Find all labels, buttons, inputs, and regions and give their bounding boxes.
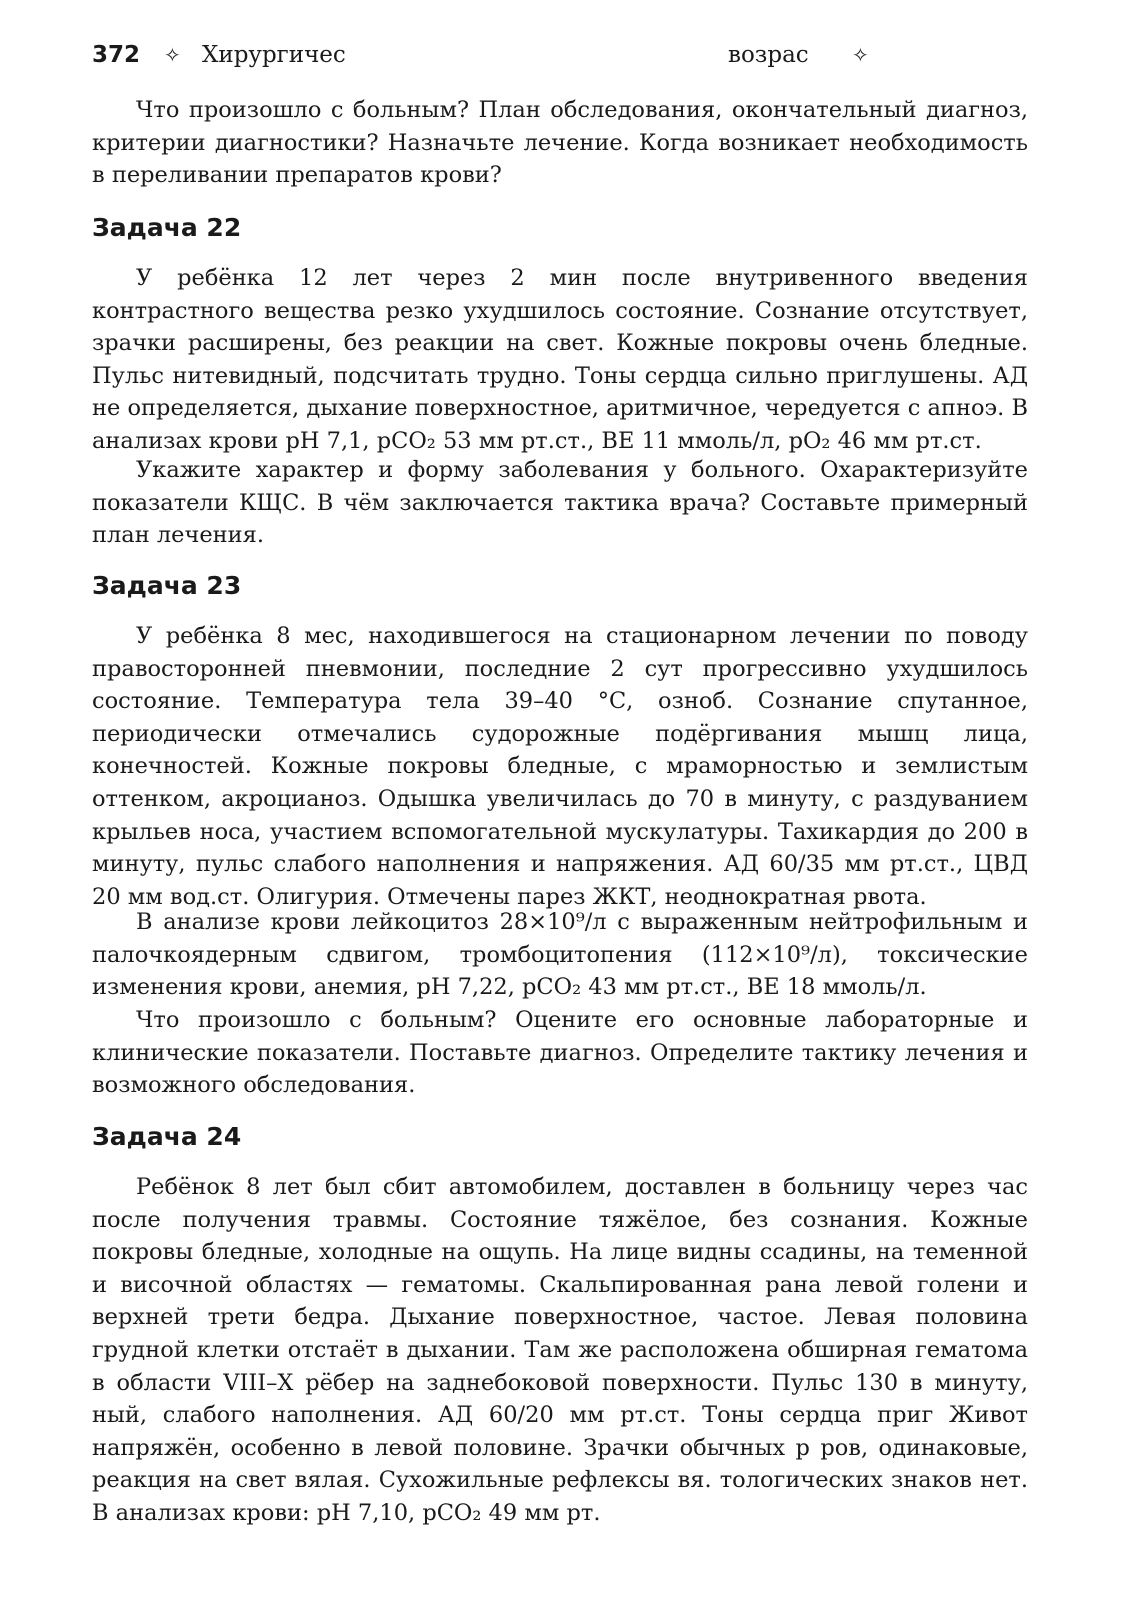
page-number: 372 — [92, 42, 141, 68]
ornament-right-icon: ✧ — [852, 43, 869, 67]
task-24-heading: Задача 24 — [92, 1122, 242, 1151]
task-24-paragraph-1: Ребёнок 8 лет был сбит автомобилем, доставлен в больницу через час после получения травмы. Состояние тяжёлое, без сознания. Кожные покровы бледные, холодные на ощупь. На лице видны ссадины, на теменной и височной областях — гематомы. Скальпированная рана левой голени и верхней трети бедра. Дыхание поверхностное, частое. Левая половина грудной клетки отстаёт в дыхании. Там же расположена обширная гематома в области VIII–X рёбер на заднебоковой поверхности. Пульс 130 в минуту, ный, слабого наполнения. АД 60/20 мм рт.ст. Тоны сердца приг Живот напряжён, особенно в левой половине. Зрачки обычных р ров, одинаковые, реакция на свет вялая. Сухожильные рефлексы вя. тологических знаков нет. В анализах крови: pH 7,10, pCO₂ 49 мм рт. — [92, 1174, 1028, 1526]
task-23-heading: Задача 23 — [92, 571, 242, 600]
task-23-paragraph-1: У ребёнка 8 мес, находившегося на стационарном лечении по поводу правосторонней пневмонии, последние 2 сут прогрессивно ухудшилось состояние. Температура тела 39–40 °С, озноб. Сознание спутанное, периодически отмечались судорожные подёргивания мышц лица, конечностей. Кожные покровы бледные, с мраморностью и землистым оттенком, акроцианоз. Одышка увеличилась до 70 в минуту, с раздуванием крыльев носа, участием вспомогательной мускулатуры. Тахикардия до 200 в минуту, пульс слабого наполнения и напряжения. АД 60/35 мм рт.ст., ЦВД 20 мм вод.ст. Олигурия. Отмечены парез ЖКТ, неоднократная рвота. — [92, 623, 1028, 910]
task-22-paragraph-2: Укажите характер и форму заболевания у больного. Охарактеризуйте показатели КЩС. В чём заключается тактика врача? Составьте примерный план лечения. — [92, 457, 1028, 549]
intro-paragraph: Что произошло с больным? План обследования, окончательный диагноз, критерии диагностики? Назначьте лечение. Когда возникает необходимость в переливании препаратов крови? — [92, 97, 1028, 189]
running-header — [92, 38, 1052, 72]
task-23-paragraph-3: Что произошло с больным? Оцените его основные лабораторные и клинические показатели. Поставьте диагноз. Определите тактику лечения и возможного обследования. — [92, 1007, 1028, 1099]
running-title-right: возрас — [728, 42, 809, 68]
task-22-heading: Задача 22 — [92, 213, 242, 242]
task-22-paragraph-1: У ребёнка 12 лет через 2 мин после внутривенного введения контрастного вещества резко ухудшилось состояние. Сознание отсутствует, зрачки расширены, без реакции на свет. Кожные покровы очень бледные. Пульс нитевидный, подсчитать трудно. Тоны сердца сильно приглушены. АД не определяется, дыхание поверхностное, аритмичное, чередуется с апноэ. В анализах крови pH 7,1, pCO₂ 53 мм рт.ст., BE 11 ммоль/л, pO₂ 46 мм рт.ст. — [92, 265, 1028, 454]
ornament-left-icon: ✧ — [164, 43, 181, 67]
task-23-paragraph-2: В анализе крови лейкоцитоз 28×10⁹/л с выраженным нейтрофильным и палочкоядерным сдвигом, тромбоцитопения (112×10⁹/л), токсические изменения крови, анемия, pH 7,22, pCO₂ 43 мм рт.ст., BE 18 ммоль/л. — [92, 909, 1028, 1001]
running-title-left: Хирургичес — [202, 42, 346, 68]
